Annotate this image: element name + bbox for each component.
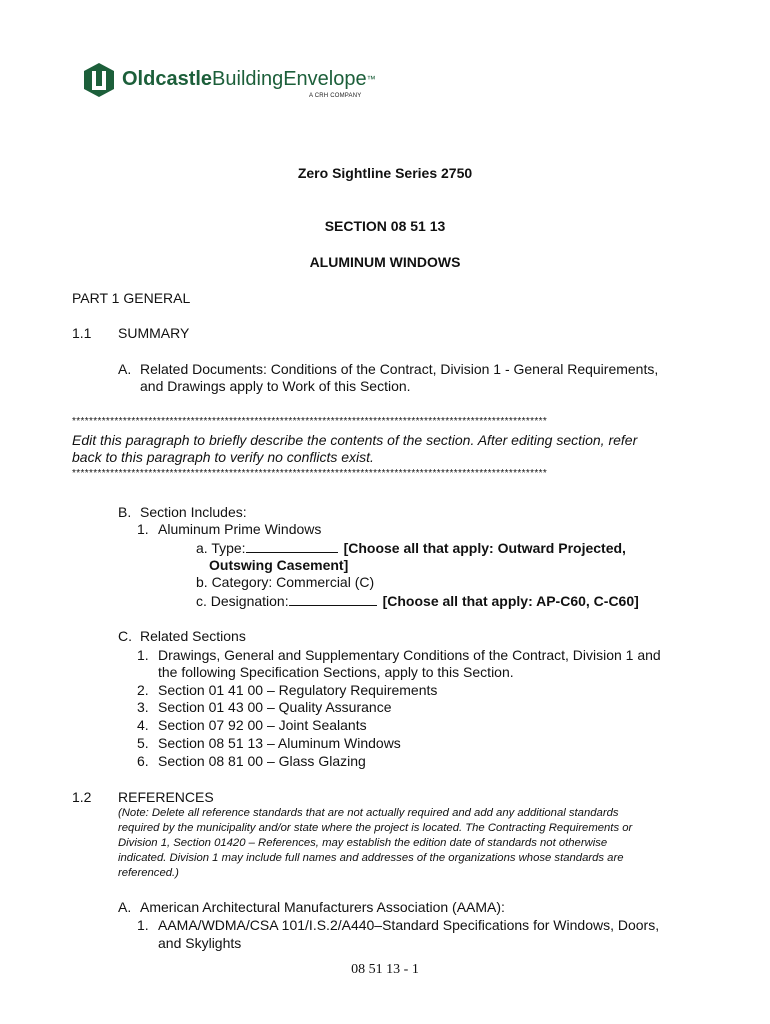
category-line: b. Category: Commercial (C) [196, 574, 375, 590]
related-item: Section 01 41 00 – Regulatory Requirements [158, 682, 438, 698]
editor-note-line2: back to this paragraph to verify no conflicts exist. [72, 449, 374, 465]
logo-trademark: ™ [366, 74, 376, 84]
designation-choice: [Choose all that apply: AP-C60, C-C60] [382, 593, 639, 609]
type-choice-line2: Outswing Casement] [209, 557, 349, 573]
related-item-num: 6. [137, 753, 149, 769]
article-title-summary: SUMMARY [118, 325, 190, 341]
page-number-footer: 08 51 13 - 1 [351, 962, 419, 977]
ref-a1-num: 1. [137, 917, 149, 933]
ref-a1-line2: and Skylights [158, 935, 242, 951]
para-a-label: A. [118, 361, 132, 377]
includes-item-1: Aluminum Prime Windows [158, 521, 322, 537]
para-b-label: B. [118, 504, 132, 520]
related-item-num: 4. [137, 717, 149, 733]
editor-note-stars-top: **************************************************************************************************************** [72, 416, 548, 427]
related-item: Section 01 43 00 – Quality Assurance [158, 699, 392, 715]
related-item-num: 3. [137, 699, 149, 715]
logo-brand-light: BuildingEnvelope [212, 68, 367, 90]
related-sections-title: Related Sections [140, 628, 246, 644]
editor-note-line1: Edit this paragraph to briefly describe the contents of the section. After editing section, refer [72, 432, 638, 448]
references-note-line: referenced.) [118, 867, 179, 879]
oldcastle-logo-icon [82, 62, 116, 98]
related-item-continuation: the following Specification Sections, apply to this Section. [158, 664, 514, 680]
product-title: Zero Sightline Series 2750 [297, 165, 473, 181]
designation-prefix: c. Designation: [196, 593, 289, 609]
type-choice-line1: [Choose all that apply: Outward Projected, [343, 540, 626, 556]
related-item: Section 07 92 00 – Joint Sealants [158, 717, 367, 733]
related-item-num: 1. [137, 647, 149, 663]
para-c-label: C. [118, 628, 132, 644]
designation-line [196, 592, 639, 610]
editor-note-stars-bottom: **************************************************************************************************************** [72, 468, 548, 479]
designation-blank-field[interactable] [289, 592, 377, 606]
part-heading: PART 1 GENERAL [72, 290, 191, 306]
references-note-line: required by the municipality and/or state where the project is located. The Contracting Requirements or [118, 822, 633, 834]
references-note-line: indicated. Division 1 may include full names and addresses of the organizations whose standards are [118, 852, 624, 864]
includes-item-1-num: 1. [137, 521, 149, 537]
section-includes-title: Section Includes: [140, 504, 247, 520]
related-item: Section 08 81 00 – Glass Glazing [158, 753, 366, 769]
ref-a-label: A. [118, 899, 132, 915]
related-item: Drawings, General and Supplementary Conditions of the Contract, Division 1 and [158, 647, 661, 663]
logo-tagline: A CRH COMPANY [309, 93, 362, 99]
section-number: SECTION 08 51 13 [324, 218, 446, 234]
related-item-num: 5. [137, 735, 149, 751]
article-number-1-1: 1.1 [72, 325, 92, 341]
type-blank-field[interactable] [246, 539, 338, 553]
section-title: ALUMINUM WINDOWS [309, 254, 461, 270]
references-note-line: Division 1, Section 01420 – References, may establish the edition date of standards not otherwise [118, 837, 608, 849]
references-note-line: (Note: Delete all reference standards that are not actually required and add any additional standards [118, 807, 619, 819]
para-a-line2: and Drawings apply to Work of this Section. [140, 378, 411, 394]
para-a-line1: Related Documents: Conditions of the Contract, Division 1 - General Requirements, [140, 361, 659, 377]
article-title-references: REFERENCES [118, 789, 214, 805]
logo-brand-bold: Oldcastle [122, 68, 213, 90]
ref-a-title: American Architectural Manufacturers Association (AAMA): [140, 899, 505, 915]
related-item: Section 08 51 13 – Aluminum Windows [158, 735, 401, 751]
related-item-num: 2. [137, 682, 149, 698]
type-line [196, 539, 626, 557]
type-prefix: a. Type: [196, 540, 246, 556]
article-number-1-2: 1.2 [72, 789, 92, 805]
logo-wordmark [122, 68, 376, 90]
ref-a1-line1: AAMA/WDMA/CSA 101/I.S.2/A440–Standard Specifications for Windows, Doors, [158, 917, 660, 933]
